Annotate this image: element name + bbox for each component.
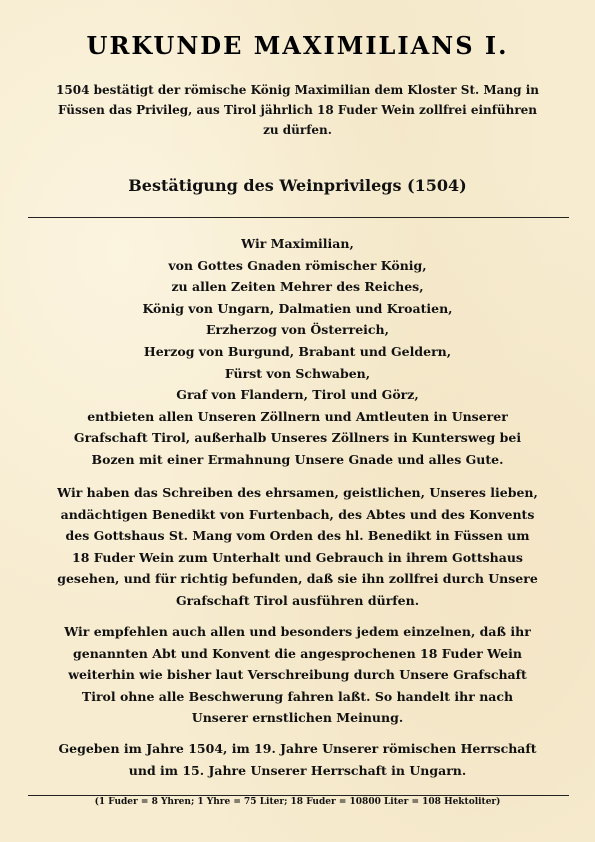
top-divider	[28, 217, 569, 218]
paragraph-letter	[20, 482, 575, 612]
paragraph-line: Grafschaft Tirol ausführen dürfen.	[175, 592, 420, 608]
paragraph-line: Unserer ernstlichen Meinung.	[191, 710, 404, 726]
paragraph-line: Gegeben im Jahre 1504, im 19. Jahre Unserer römischen Herrschaft	[58, 741, 537, 756]
document-title: URKUNDE MAXIMILIANS I.	[86, 31, 509, 60]
paragraph-line: gesehen, und für richtig befunden, daß sie ihn zollfrei durch Unsere	[57, 571, 538, 587]
intro-line: Füssen das Privileg, aus Tirol jährlich 18 Fuder Wein zollfrei einführen	[57, 103, 538, 117]
salutation-line: Graf von Flandern, Tirol und Görz,	[176, 387, 419, 403]
salutation-line: von Gottes Gnaden römischer König,	[168, 257, 427, 273]
paragraph-line: des Gottshaus St. Mang vom Orden des hl. Benedikt in Füssen um	[65, 528, 530, 544]
salutation-line: Wir Maximilian,	[241, 236, 354, 251]
paragraph-line: weiterhin wie bisher laut Verschreibung durch Unsere Grafschaft	[68, 667, 527, 683]
salutation-line: Bozen mit einer Ermahnung Unsere Gnade und alles Gute.	[91, 451, 504, 467]
paragraph-line: 18 Fuder Wein zum Unterhalt und Gebrauch in ihrem Gottshaus	[72, 549, 523, 565]
intro-line: zu dürfen.	[263, 123, 332, 137]
salutation-line: Fürst von Schwaben,	[224, 365, 371, 381]
paragraph-line: genannten Abt und Konvent die angesprochenen 18 Fuder Wein	[73, 645, 522, 661]
section-heading: Bestätigung des Weinprivilegs (1504)	[128, 176, 467, 195]
paragraph-line: Wir empfehlen auch allen und besonders jedem einzelnen, daß ihr	[64, 624, 531, 639]
intro-text	[30, 80, 565, 140]
paragraph-recommendation	[20, 621, 575, 729]
salutation-line: König von Ungarn, Dalmatien und Kroatien,	[142, 300, 453, 316]
salutation-line: Herzog von Burgund, Brabant und Geldern,	[143, 343, 452, 359]
salutation-block	[20, 233, 575, 471]
paragraph-dating	[20, 738, 575, 781]
salutation-line: entbieten allen Unseren Zöllnern und Amtleuten in Unserer	[87, 408, 508, 424]
footnote: (1 Fuder = 8 Yhren; 1 Yhre = 75 Liter; 18 Fuder = 10800 Liter = 108 Hektoliter)	[94, 797, 501, 807]
salutation-line: Grafschaft Tirol, außerhalb Unseres Zöllners in Kuntersweg bei	[73, 430, 522, 446]
bottom-divider	[28, 795, 569, 796]
paragraph-line: Wir haben das Schreiben des ehrsamen, geistlichen, Unseres lieben,	[57, 485, 538, 500]
salutation-line: Erzherzog von Österreich,	[206, 322, 389, 338]
paragraph-line: Tirol ohne alle Beschwerung fahren laßt. So handelt ihr nach	[81, 688, 514, 704]
paragraph-line: andächtigen Benedikt von Furtenbach, des Abtes und des Konvents	[60, 506, 535, 522]
salutation-line: zu allen Zeiten Mehrer des Reiches,	[171, 279, 424, 295]
intro-line: 1504 bestätigt der römische König Maximilian dem Kloster St. Mang in	[56, 83, 539, 97]
paragraph-line: und im 15. Jahre Unserer Herrschaft in Ungarn.	[128, 762, 467, 778]
